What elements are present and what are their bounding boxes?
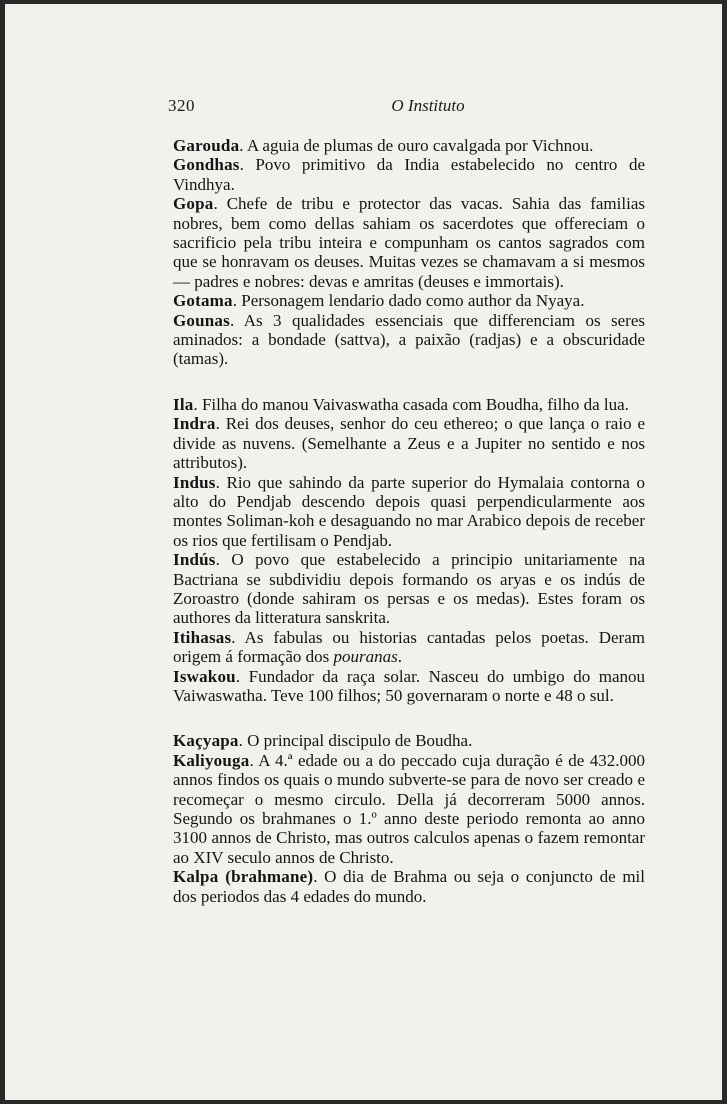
entry-term: Kaçyapa bbox=[173, 731, 239, 751]
entry-term: Gondhas bbox=[173, 155, 240, 175]
entry-text: . Rei dos deuses, senhor do ceu ethereo; o que lança o raio e divide as nuvens. (Semelhante a Zeus e a Jupiter no sentido e nos attributos). bbox=[173, 414, 645, 473]
glossary-entry bbox=[173, 751, 645, 867]
glossary-section-k bbox=[173, 731, 645, 906]
entry-term: Ila bbox=[173, 394, 194, 414]
entry-term: Garouda bbox=[173, 136, 240, 155]
entry-text: . A aguia de plumas de ouro cavalgada por Vichnou. bbox=[239, 136, 594, 155]
glossary-entry bbox=[173, 867, 645, 906]
section-spacer bbox=[173, 369, 645, 395]
glossary-section-g bbox=[173, 136, 645, 369]
glossary-entry bbox=[173, 667, 645, 706]
entry-text: . Povo primitivo da India estabelecido no centro de Vindhya. bbox=[173, 155, 645, 194]
entry-text: . Filha do manou Vaivaswatha casada com Boudha, filho da lua. bbox=[193, 394, 629, 414]
entry-term: Kalpa (brahmane) bbox=[173, 867, 314, 887]
entry-term: Kaliyouga bbox=[173, 750, 250, 770]
entry-text: . O povo que estabelecido a principio unitariamente na Bactriana se subdividiu depois formando os aryas e os indús de Zoroastro (donde sahiram os persas e os medas). Estes foram os authores da litteratura sanskrita. bbox=[173, 550, 645, 628]
glossary-entry bbox=[173, 136, 645, 155]
entry-text: . As fabulas ou historias cantadas pelos poetas. Deram origem á formação dos bbox=[173, 627, 645, 667]
section-spacer bbox=[173, 705, 645, 731]
entry-text: . As 3 qualidades essenciais que differenciam os seres aminados: a bondade (sattva), a paixão (radjas) e a obscuridade (tamas). bbox=[173, 310, 645, 369]
running-title: O Instituto bbox=[391, 96, 465, 115]
glossary-entry bbox=[173, 414, 645, 472]
glossary-entry bbox=[173, 473, 645, 551]
entry-text-tail: . bbox=[397, 647, 402, 667]
glossary-section-i bbox=[173, 395, 645, 706]
glossary-entry bbox=[173, 155, 645, 194]
entry-text: . A 4.ª edade ou a do peccado cuja duração é de 432.000 annos findos os quais o mundo subverte-se para de novo ser creado e recomeçar o mesmo circulo. Della já decorreram 5000 annos. Segundo os brahmanes o 1.º anno deste periodo remonta ao anno 3100 annos de Christo, mas outros calculos apenas o fazem remontar ao XIV seculo annos de Christo. bbox=[173, 750, 645, 867]
entry-term: Gounas bbox=[173, 310, 230, 330]
page-number: 320 bbox=[168, 96, 195, 115]
glossary-entry bbox=[173, 628, 645, 667]
entry-term: Itihasas bbox=[173, 627, 232, 647]
entry-term: Indus bbox=[173, 472, 216, 492]
entry-text: . Personagem lendario dado como author da Nyaya. bbox=[232, 291, 585, 311]
entry-text: . O dia de Brahma ou seja o conjuncto de mil dos periodos das 4 edades do mundo. bbox=[173, 867, 645, 906]
page-header bbox=[168, 96, 648, 122]
glossary-entry bbox=[173, 731, 645, 750]
glossary-entry bbox=[173, 395, 645, 414]
entry-text: . Rio que sahindo da parte superior do Hymalaia contorna o alto do Pendjab descendo depois quasi perpendicularmente aos montes Soliman-koh e desaguando no mar Arabico depois de receber os rios que fertilisam o Pendjab. bbox=[173, 472, 645, 550]
glossary-entry bbox=[173, 550, 645, 628]
entry-term: Iswakou bbox=[173, 666, 236, 686]
entry-text: . Fundador da raça solar. Nasceu do umbigo do manou Vaiwaswatha. Teve 100 filhos; 50 governaram o norte e 48 o sul. bbox=[173, 666, 645, 705]
glossary-entry bbox=[173, 194, 645, 291]
entry-term: Gotama bbox=[173, 291, 233, 311]
glossary-entry bbox=[173, 311, 645, 369]
entry-text: . Chefe de tribu e protector das vacas. Sahia das familias nobres, bem como dellas sahiam os sacerdotes que offereciam o sacrificio pela tribu inteira e compunham os cantos sagrados com que se honravam os deuses. Muitas vezes se chamavam a si mesmos — padres e nobres: devas e amritas (deuses e immortais). bbox=[173, 194, 645, 291]
entry-emphasis: pouranas bbox=[333, 647, 398, 667]
glossary-body bbox=[173, 136, 645, 906]
entry-term: Gopa bbox=[173, 194, 214, 214]
glossary-entry bbox=[173, 291, 645, 310]
entry-term: Indús bbox=[173, 550, 216, 570]
entry-term: Indra bbox=[173, 414, 216, 434]
book-page bbox=[5, 4, 722, 1100]
entry-text: . O principal discipulo de Boudha. bbox=[238, 731, 473, 751]
